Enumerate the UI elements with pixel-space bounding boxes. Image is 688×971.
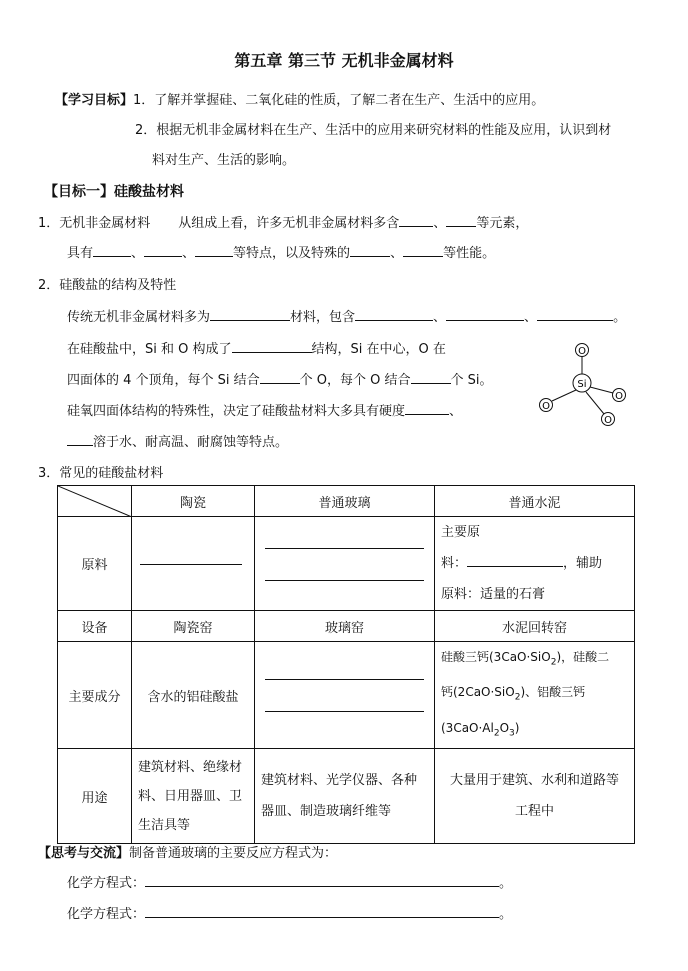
silicate-materials-table (57, 485, 635, 844)
bond (586, 392, 604, 414)
table-row-composition (58, 642, 635, 749)
table-row-raw (58, 517, 635, 611)
blank[interactable] (403, 244, 443, 257)
blank[interactable] (144, 244, 182, 257)
use-ceramic-cell: 建筑材料、绝缘材 料、日用器皿、卫 生洁具等 (132, 749, 255, 844)
bond (590, 387, 613, 393)
blank[interactable] (399, 214, 433, 227)
row-equip-label: 设备 (58, 611, 132, 642)
blank[interactable] (265, 579, 424, 581)
section2-heading: 2．硅酸盐的结构及特性 (38, 278, 177, 293)
diagonal-line (58, 486, 132, 517)
blank[interactable] (446, 308, 524, 321)
blank[interactable] (350, 244, 390, 257)
blank[interactable] (93, 244, 131, 257)
raw-cement-cell: 主要原 料： ，辅助 原料：适量的石膏 (435, 517, 635, 611)
table-row-equipment (58, 611, 635, 642)
section2-line3: 四面体的 4 个顶角，每个 Si 结合 个 O，每个 O 结合 个 Si。 (67, 373, 493, 388)
blank[interactable] (446, 214, 476, 227)
row-comp-label: 主要成分 (58, 642, 132, 749)
raw-glass-cell (255, 517, 435, 611)
equip-cement: 水泥回转窑 (435, 611, 635, 642)
blank[interactable] (260, 371, 300, 384)
goal1-heading: 【目标一】硅酸盐材料 (44, 184, 184, 200)
blank[interactable] (537, 308, 613, 321)
table-row-use (58, 749, 635, 844)
think-discuss: 【思考与交流】制备普通玻璃的主要反应方程式为： (38, 846, 338, 861)
section2-line2: 在硅酸盐中，Si 和 O 构成了 结构，Si 在中心，O 在 (67, 342, 446, 357)
bond (552, 390, 576, 401)
page-title: 第五章 第三节 无机非金属材料 (234, 51, 454, 70)
blank[interactable] (265, 678, 424, 680)
blank[interactable] (140, 563, 242, 565)
table-header-row (58, 486, 635, 517)
row-raw-label: 原料 (58, 517, 132, 611)
equation-blank[interactable] (145, 905, 499, 918)
raw-ceramic-cell (132, 517, 255, 611)
comp-ceramic: 含水的铝硅酸盐 (132, 642, 255, 749)
equation-blank[interactable] (145, 874, 499, 887)
blank[interactable] (210, 308, 290, 321)
col-cement: 普通水泥 (435, 486, 635, 517)
use-glass-cell: 建筑材料、光学仪器、各种 器皿、制造玻璃纤维等 (255, 749, 435, 844)
section1-line2: 具有 、 、 等特点，以及特殊的 、 等性能。 (67, 246, 496, 261)
comp-cement-cell: 硅酸三钙(3CaO·SiO$_2$)，硅酸二 钙(2CaO·SiO$_2$)、铝酸三钙 $(3CaO\cdot Al_2O_3)$ (435, 642, 635, 749)
blank[interactable] (405, 402, 449, 415)
use-cement-cell: 大量用于建筑、水利和道路等 工程中 (435, 749, 635, 844)
blank[interactable] (195, 244, 233, 257)
o-label: O (615, 391, 623, 402)
objectives-label: 【学习目标】 (55, 93, 134, 108)
equip-glass: 玻璃窑 (255, 611, 435, 642)
blank[interactable] (265, 547, 424, 549)
si-label: Si (577, 379, 587, 390)
section2-line1: 传统无机非金属材料多为 材料，包含 、 、 。 (67, 310, 627, 325)
blank[interactable] (265, 710, 424, 712)
equation-line-1: 化学方程式： 。 (67, 876, 513, 891)
section1-line1: 1．无机非金属材料 从组成上看，许多无机非金属材料多含 、 等元素， (38, 216, 529, 231)
equation-line-2: 化学方程式： 。 (67, 907, 513, 922)
blank[interactable] (411, 371, 451, 384)
diagonal-header-cell (58, 486, 132, 517)
objective-1: 【学习目标】1．了解并掌握硅、二氧化硅的性质，了解二者在生产、生活中的应用。 (55, 93, 545, 108)
blank[interactable] (355, 308, 433, 321)
col-ceramic: 陶瓷 (132, 486, 255, 517)
think-label: 【思考与交流】 (38, 846, 130, 861)
o-label: O (604, 415, 612, 426)
equip-ceramic: 陶瓷窑 (132, 611, 255, 642)
blank[interactable] (467, 554, 563, 567)
blank[interactable] (232, 340, 312, 353)
section3-heading: 3．常见的硅酸盐材料 (38, 466, 164, 481)
row-use-label: 用途 (58, 749, 132, 844)
o-label: O (578, 346, 586, 357)
blank[interactable] (67, 433, 93, 446)
section2-line5: 溶于水、耐高温、耐腐蚀等特点。 (67, 431, 288, 450)
objective-2-line1: 2．根据无机非金属材料在生产、生活中的应用来研究材料的性能及应用，认识到材 (135, 123, 612, 138)
objective-2-line2: 料对生产、生活的影响。 (152, 153, 296, 168)
section2-line4: 硅氧四面体结构的特殊性，决定了硅酸盐材料大多具有硬度 、 (67, 404, 463, 419)
comp-glass-cell (255, 642, 435, 749)
o-label: O (542, 401, 550, 412)
col-glass: 普通玻璃 (255, 486, 435, 517)
silicon-oxygen-tetrahedron (534, 340, 634, 432)
